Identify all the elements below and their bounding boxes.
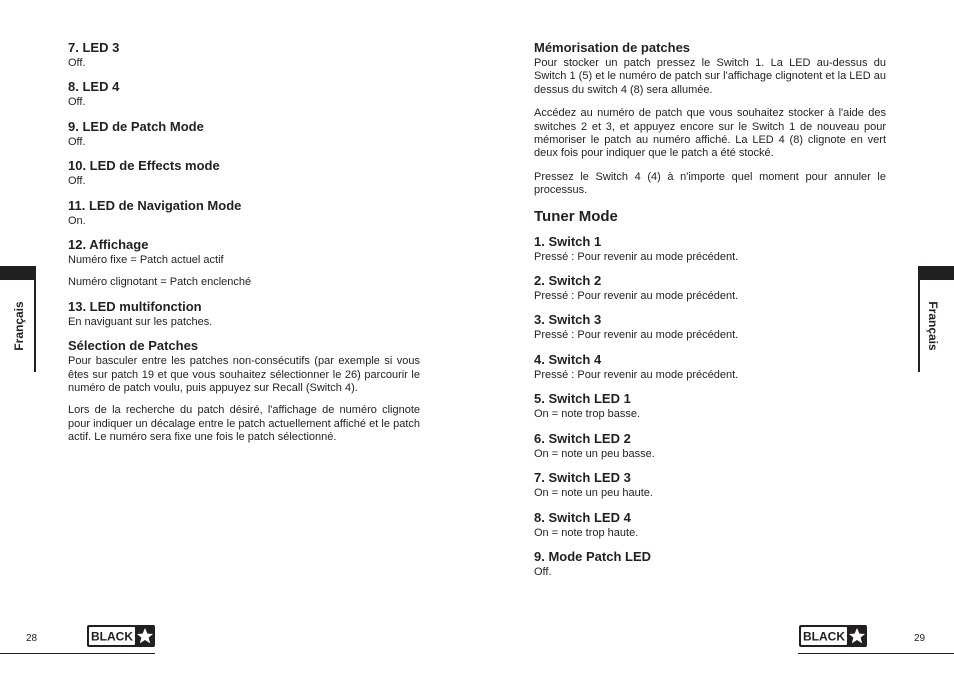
brand-logo: [799, 625, 867, 647]
side-tab-right: [918, 266, 954, 280]
tuner-item: [534, 273, 886, 303]
section-body: En naviguant sur les patches.: [68, 315, 213, 328]
entry-selection-patches: [68, 338, 420, 444]
section-heading: 9. LED de Patch Mode: [68, 118, 204, 134]
section-paragraph: Pour basculer entre les patches non-consécutifs (par exemple si vous êtes sur patch 19 et que vous souhaitez sélectionner le 26) parcourir le numéro de patch voulu, puis appuyez sur Recall (Switch 4).: [68, 355, 420, 395]
tuner-item-heading: 4. Switch 4: [534, 351, 602, 367]
section-paragraph: Accédez au numéro de patch que vous souhaitez stocker à l'aide des switches 2 et 3, et appuyez encore sur le Switch 1 de nouveau pour mémoriser le patch au numéro affiché. La LED 4 (8) clignote en vert deux fois pour indiquer que le patch a été stocké.: [534, 107, 886, 160]
page-number-left: 28: [26, 633, 38, 644]
tuner-item-heading: 7. Switch LED 3: [534, 470, 631, 486]
tuner-item-body: Pressé : Pour revenir au mode précédent.: [534, 329, 739, 342]
entry-led-3: [68, 40, 420, 70]
tuner-item-heading: 1. Switch 1: [534, 233, 602, 249]
section-heading: 13. LED multifonction: [68, 298, 202, 314]
footer-rule-left: [0, 653, 155, 654]
tuner-item-body: On = note trop haute.: [534, 526, 639, 539]
tuner-item: [534, 470, 886, 500]
section-heading: 8. LED 4: [68, 79, 120, 95]
side-tab-label: Français: [12, 301, 26, 351]
tuner-item-heading: 5. Switch LED 1: [534, 391, 631, 407]
tuner-item-body: On = note un peu haute.: [534, 487, 653, 500]
side-tab-left: [0, 266, 36, 280]
entry-led-navigation-mode: [68, 198, 420, 228]
tuner-item: [534, 431, 886, 461]
tuner-item-body: Off.: [534, 565, 552, 578]
tuner-item-body: Pressé : Pour revenir au mode précédent.: [534, 250, 739, 263]
section-body: Off.: [68, 57, 86, 69]
entry-led-multifonction: [68, 299, 420, 329]
section-paragraph: Pour stocker un patch pressez le Switch 1. La LED au-dessus du Switch 1 (5) et le numéro de patch sur l'affichage clignotent et la LED au dessus du switch 4 (8) sera allumée.: [534, 57, 886, 96]
entry-affichage: [68, 237, 420, 290]
section-heading: 10. LED de Effects mode: [68, 158, 220, 174]
section-heading: 12. Affichage: [68, 237, 149, 253]
section-heading: Mémorisation de patches: [534, 40, 691, 55]
left-column: [68, 40, 420, 454]
section-body: Off.: [68, 135, 86, 148]
section-body: Numéro clignotant = Patch enclenché: [68, 276, 252, 289]
tuner-item-body: Pressé : Pour revenir au mode précédent.: [534, 368, 739, 381]
tuner-item-body: On = note un peu basse.: [534, 447, 655, 460]
footer-rule-right: [798, 653, 954, 654]
page-number-right: 29: [914, 633, 926, 644]
side-tab-label: Français: [926, 301, 940, 351]
section-paragraph: Lors de la recherche du patch désiré, l'affichage de numéro clignote pour indiquer un décalage entre le patch actuellement affiché et le patch actif. Le numéro sera fixe une fois le patch sélectionné.: [68, 404, 420, 444]
tuner-item: [534, 549, 886, 579]
section-heading: Sélection de Patches: [68, 338, 199, 354]
tuner-item: [534, 352, 886, 382]
section-heading: 7. LED 3: [68, 40, 120, 55]
tuner-item-heading: 3. Switch 3: [534, 312, 602, 328]
tuner-item: [534, 391, 886, 421]
logo-text: BLACK: [91, 629, 133, 644]
brand-logo: [87, 625, 155, 647]
tuner-item-heading: 9. Mode Patch LED: [534, 548, 652, 564]
tuner-item-body: Pressé : Pour revenir au mode précédent.: [534, 290, 739, 303]
section-body: Numéro fixe = Patch actuel actif: [68, 254, 224, 267]
side-tab-left-rule: [34, 280, 36, 372]
tuner-mode-title: Tuner Mode: [534, 207, 618, 225]
section-body: Off.: [68, 96, 86, 109]
tuner-item: [534, 312, 886, 342]
tuner-item-heading: 6. Switch LED 2: [534, 430, 631, 446]
side-tab-right-rule: [918, 280, 920, 372]
section-paragraph: Pressez le Switch 4 (4) à n'importe quel moment pour annuler le processus.: [534, 170, 886, 197]
tuner-item: [534, 510, 886, 540]
entry-led-effects-mode: [68, 158, 420, 188]
logo-text: BLACK: [803, 629, 845, 644]
tuner-item-heading: 2. Switch 2: [534, 273, 602, 289]
section-body: On.: [68, 214, 86, 227]
section-heading: 11. LED de Navigation Mode: [68, 197, 242, 213]
tuner-item: [534, 234, 886, 264]
tuner-item-heading: 8. Switch LED 4: [534, 509, 631, 525]
right-column: [534, 40, 886, 588]
section-body: Off.: [68, 175, 86, 188]
tuner-item-body: On = note trop basse.: [534, 408, 641, 421]
entry-led-patch-mode: [68, 119, 420, 149]
entry-led-4: [68, 79, 420, 109]
